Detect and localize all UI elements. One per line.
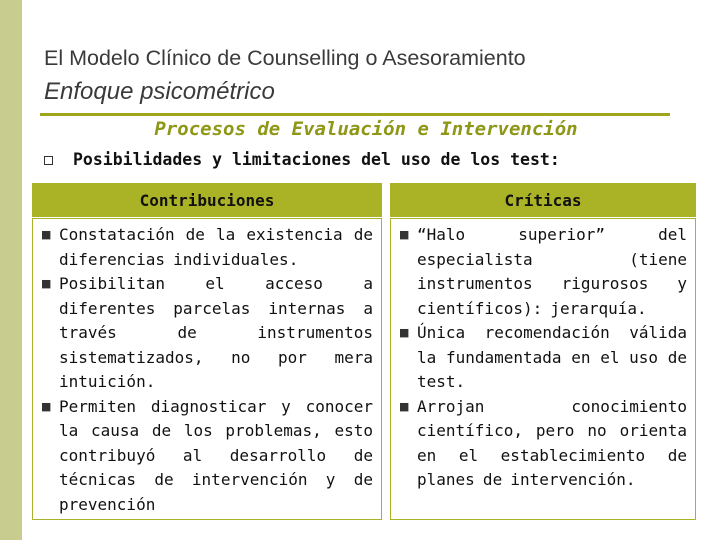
title-divider: [40, 113, 670, 116]
list-item-text: Única recomendación válida la fundamentada en el uso de test.: [417, 323, 687, 391]
list-item: [397, 223, 687, 321]
bullet-text: Posibilidades y limitaciones del uso de los test:: [73, 150, 560, 169]
square-list-marker-icon: ■: [41, 228, 52, 241]
list-item-text: Posibilitan el acceso a diferentes parcelas internas a través de instrumentos sistematizados, no por mera intuición.: [59, 274, 373, 391]
section-heading: Procesos de Evaluación e Intervención: [154, 118, 578, 140]
list-item-text: “Halo superior” del especialista (tiene instrumentos rigurosos y científicos): jerarquía.: [417, 225, 687, 318]
slide-subtitle: Enfoque psicométrico: [44, 78, 275, 105]
list-item: [39, 272, 373, 395]
hollow-square-bullet-icon: [44, 156, 53, 165]
side-bar: [0, 0, 22, 540]
list-item-text: Permiten diagnosticar y conocer la causa de los problemas, esto contribuyó al desarrollo de técnicas de intervención y de prevención: [59, 396, 373, 514]
list-item-text: Constatación de la existencia de diferencias individuales.: [59, 225, 373, 269]
square-list-marker-icon: ■: [41, 277, 52, 290]
square-list-marker-icon: ■: [41, 399, 52, 413]
list-item: [39, 223, 373, 272]
contribuciones-header: Contribuciones: [32, 183, 382, 217]
criticas-list: [390, 218, 696, 520]
square-list-marker-icon: ■: [399, 228, 410, 241]
list-item: [397, 395, 687, 493]
list-item-text: Arrojan conocimiento científico, pero no orienta en el establecimiento de planes de intervención.: [417, 396, 687, 489]
criticas-header: Críticas: [390, 183, 696, 217]
slide-title: El Modelo Clínico de Counselling o Asesoramiento: [44, 46, 526, 70]
square-list-marker-icon: ■: [399, 326, 410, 339]
bullet-item: [44, 150, 560, 169]
list-item: [39, 395, 373, 518]
list-item: [397, 321, 687, 395]
contribuciones-list: [32, 218, 382, 520]
square-list-marker-icon: ■: [399, 399, 410, 413]
